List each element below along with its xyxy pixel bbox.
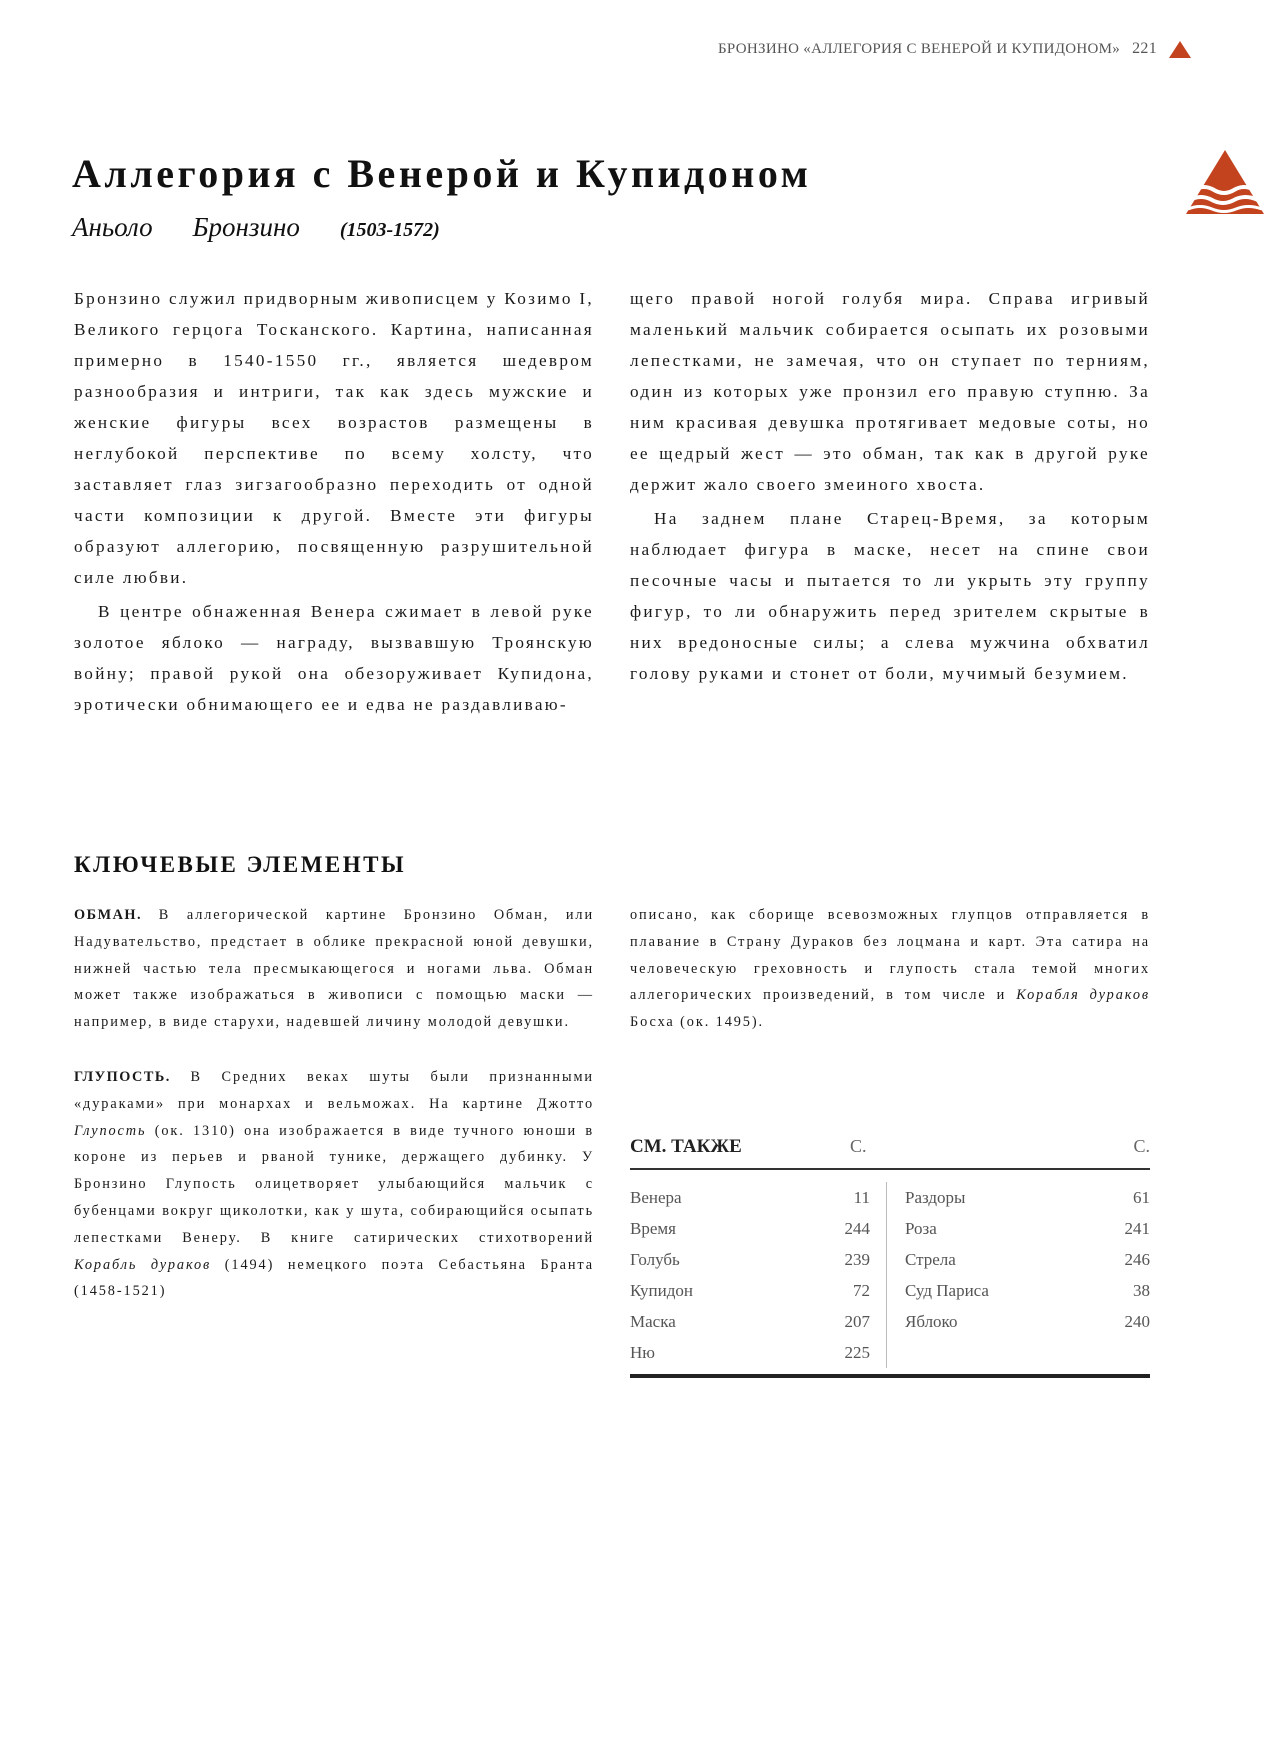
intro-column-left: [74, 283, 594, 720]
section-heading: КЛЮЧЕВЫЕ ЭЛЕМЕНТЫ: [74, 852, 407, 877]
see-also-item[interactable]: [630, 1275, 870, 1306]
see-also-page-label: С.: [1133, 1136, 1150, 1156]
mountain-waves-triangle-icon: [1186, 150, 1264, 216]
see-also-label: Яблоко: [905, 1312, 958, 1331]
continuation-work: Корабля дураков: [1016, 987, 1150, 1004]
intro-paragraph: На заднем плане Старец-Время, за которым наблюдает фигура в маске, несет на спине свои песочные часы и пытается то ли укрыть эту группу фигур, то ли обнаружить перед зрителем скрытые в них вредоносные силы; а слева мужчина обхватил голову руками и стонет от боли, мучимый безумием.: [630, 509, 1150, 683]
see-also-item[interactable]: [905, 1244, 1150, 1275]
see-also-box: [630, 1136, 1150, 1378]
deception-term: ОБМАН.: [74, 907, 143, 923]
running-head-text: БРОНЗИНО «АЛЛЕГОРИЯ С ВЕНЕРОЙ И КУПИДОНОМ»: [718, 40, 1121, 57]
key-elements-column-left: [74, 902, 594, 1305]
folly-text-a: В Средних веках шуты были признанными «дураками» при монархах и вельможах. На картине Джотто: [74, 1068, 594, 1112]
see-also-list-left: [630, 1182, 887, 1368]
author-first-name: Аньоло: [72, 212, 153, 242]
see-also-label: Стрела: [905, 1250, 956, 1269]
see-also-item[interactable]: [905, 1306, 1150, 1337]
see-also-page: 241: [1124, 1219, 1150, 1238]
see-also-page: 38: [1133, 1281, 1150, 1300]
see-also-item[interactable]: [630, 1182, 870, 1213]
see-also-item[interactable]: [630, 1244, 870, 1275]
see-also-bottom-rule: [630, 1374, 1150, 1378]
see-also-label: Роза: [905, 1219, 937, 1238]
author-byline: [72, 212, 440, 243]
see-also-item[interactable]: [630, 1213, 870, 1244]
see-also-label: Венера: [630, 1188, 682, 1207]
continuation-text-a: описано, как сборище всевозможных глупцов отправляется в плавание в Страну Дураков без лоцмана и карт. Эта сатира на человеческую греховность и глупость стала темой многих аллегорических произведений, в том числе и: [630, 907, 1150, 1004]
intro-column-right: [630, 283, 1150, 689]
continuation-entry: [630, 902, 1150, 1036]
see-also-page: 11: [853, 1188, 870, 1207]
running-head: [718, 40, 1191, 58]
folly-text-b: (ок. 1310) она изображается в виде тучного юноши в короне из перьев и рваной тунике, держащего дубинку. У Бронзино Глупость олицетворяет улыбающийся мальчик с бубенцами вокруг щиколотки, как у шута, собирающийся осыпать лепестками Венеру. В книге сатирических стихотворений: [74, 1122, 594, 1246]
see-also-list-right: [887, 1182, 1150, 1368]
see-also-label: Суд Париса: [905, 1281, 989, 1300]
folly-text-c: (1494) немецкого поэта Себастьяна Бранта (1458-1521): [74, 1256, 594, 1300]
folly-term: ГЛУПОСТЬ.: [74, 1068, 171, 1085]
page-title: Аллегория с Венерой и Купидоном: [72, 151, 812, 196]
see-also-label: Купидон: [630, 1281, 694, 1300]
author-dates: (1503-1572): [339, 219, 440, 241]
see-also-page: 240: [1124, 1312, 1150, 1331]
see-also-page: 225: [844, 1343, 870, 1362]
see-also-label: Голубь: [630, 1250, 680, 1269]
see-also-page: 72: [853, 1281, 870, 1300]
deception-entry: [74, 902, 594, 1036]
see-also-item[interactable]: [630, 1306, 870, 1337]
see-also-page: 207: [844, 1312, 870, 1331]
key-elements-column-right: [630, 902, 1150, 1036]
folly-entry: [74, 1064, 594, 1305]
intro-paragraph: В центре обнаженная Венера сжимает в левой руке золотое яблоко — награду, вызвавшую Троянскую войну; правой рукой она обезоруживает Купидона, эротически обнимающего ее и едва не раздавливаю-: [74, 602, 594, 714]
see-also-page-label: С.: [850, 1136, 867, 1156]
see-also-page: 239: [844, 1250, 870, 1269]
see-also-item[interactable]: [905, 1213, 1150, 1244]
author-last-name: Бронзино: [192, 212, 300, 242]
see-also-item[interactable]: [630, 1337, 870, 1368]
folly-work-a: Глупость: [74, 1122, 147, 1139]
see-also-header: [630, 1136, 1150, 1170]
see-also-label: Ню: [630, 1343, 655, 1362]
see-also-label: Раздоры: [905, 1188, 966, 1207]
see-also-page: 244: [844, 1219, 870, 1238]
intro-paragraph: Бронзино служил придворным живописцем у Козимо I, Великого герцога Тосканского. Картина, написанная примерно в 1540-1550 гг., является шедевром разнообразия и интриги, так как здесь мужские и женские фигуры всех возрастов размещены в неглубокой перспективе по всему холсту, что заставляет глаз зигзагообразно переходить от одной части композиции к другой. Вместе эти фигуры образуют аллегорию, посвященную разрушительной силе любви.: [74, 289, 594, 587]
intro-paragraph: щего правой ногой голубя мира. Справа игривый маленький мальчик собирается осыпать их розовыми лепестками, не замечая, что он ступает по терниям, один из которых уже пронзил его правую ступню. За ним красивая девушка протягивает медовые соты, но ее щедрый жест — это обман, так как в другой руке держит жало своего змеиного хвоста.: [630, 289, 1150, 494]
triangle-marker-icon: [1169, 41, 1191, 58]
see-also-page: 61: [1133, 1188, 1150, 1207]
see-also-page: 246: [1124, 1250, 1150, 1269]
see-also-title: СМ. ТАКЖЕ: [630, 1136, 742, 1157]
continuation-text-b: Босха (ок. 1495).: [630, 1014, 764, 1031]
see-also-label: Время: [630, 1219, 676, 1238]
see-also-item[interactable]: [905, 1275, 1150, 1306]
folly-work-b: Корабль дураков: [74, 1256, 212, 1273]
deception-text: В аллегорической картине Бронзино Обман, или Надувательство, предстает в облике прекрасной юной девушки, нижней частью тела пресмыкающегося и ногами льва. Обман может также изображаться в живописи с помощью маски — например, в виде старухи, надевшей личину молодой девушки.: [74, 907, 594, 1031]
see-also-label: Маска: [630, 1312, 676, 1331]
page-number: 221: [1132, 40, 1157, 57]
see-also-item[interactable]: [905, 1182, 1150, 1213]
